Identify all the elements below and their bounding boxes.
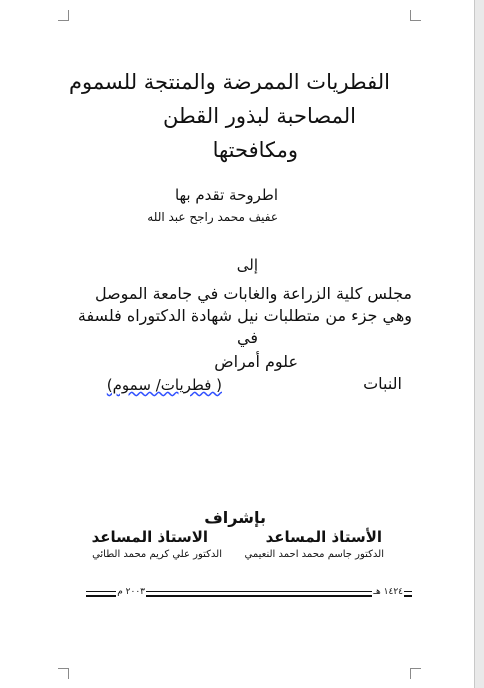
supervisor-2-name: الدكتور علي كريم محمد الطائي: [92, 549, 222, 560]
specialty-line-1: علوم أمراض: [214, 352, 298, 371]
margin-corner-mark: [58, 668, 69, 679]
council-line: مجلس كلية الزراعة والغابات في جامعة الموصل: [94, 284, 412, 303]
author-name: عفيف محمد راجح عبد الله: [147, 210, 278, 224]
specialty-subfield-text: ( فطريات/ سموم): [106, 376, 222, 394]
thesis-title-line-1: الفطريات الممرضة والمنتجة للسموم: [69, 70, 390, 94]
hijri-date: ١٤٢٤ هـ: [373, 587, 403, 597]
supervisor-2-title: الاستاذ المساعد: [91, 528, 208, 546]
submission-line: اطروحة تقدم بها: [174, 186, 278, 204]
supervisor-1-name: الدكتور جاسم محمد احمد النعيمي: [244, 549, 384, 560]
gregorian-date: ٢٠٠٣ م: [117, 587, 145, 597]
supervisor-1-title: الأستاذ المساعد: [265, 528, 382, 546]
margin-corner-mark: [410, 668, 421, 679]
thesis-title-line-2: المصاحبة لبذور القطن: [162, 104, 356, 128]
specialty-line-2: النبات: [363, 374, 402, 393]
margin-corner-mark: [58, 10, 69, 21]
supervision-heading: بإشراف: [204, 508, 266, 527]
addressee-to: إلى: [236, 256, 258, 274]
thesis-title-line-3: ومكافحتها: [212, 138, 298, 162]
requirement-line: وهي جزء من متطلبات نيل شهادة الدكتوراه فلسفة: [77, 306, 412, 325]
in-word: في: [237, 328, 258, 347]
specialty-subfield: [107, 376, 222, 394]
margin-corner-mark: [410, 10, 421, 21]
